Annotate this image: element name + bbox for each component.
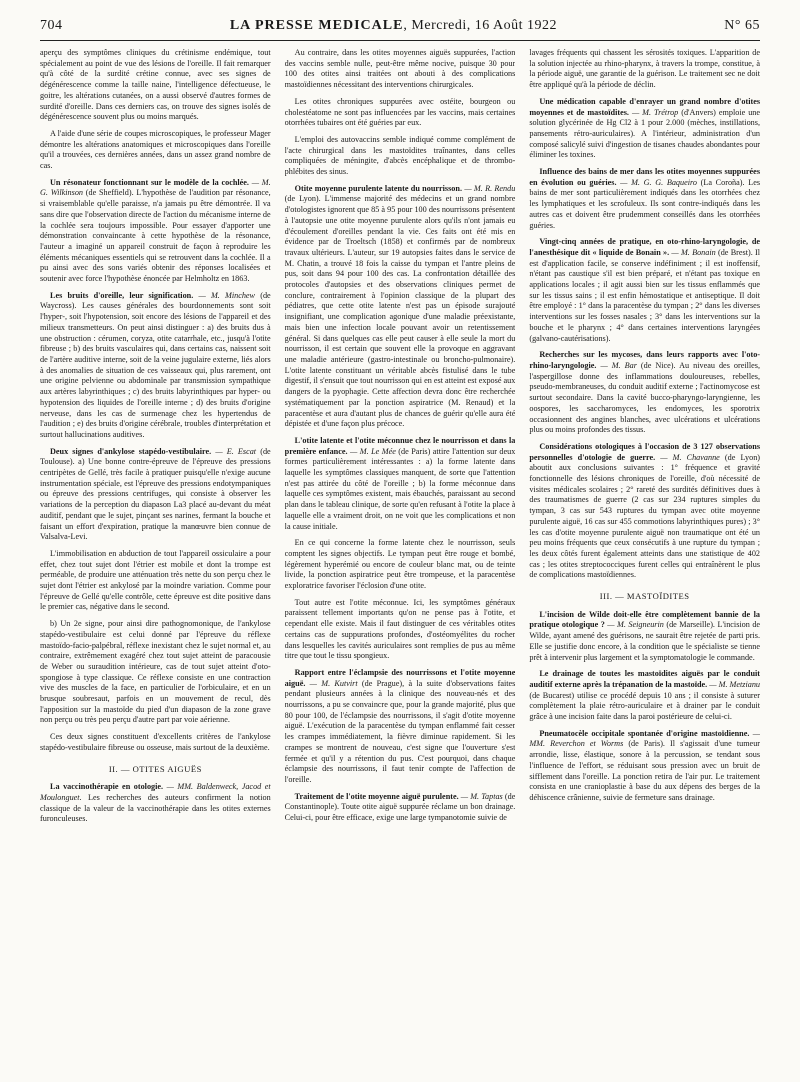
abstract-author: — M. Bar	[600, 360, 637, 370]
abstract-title: Deux signes d'ankylose stapédo-vestibulaire.	[50, 446, 212, 456]
abstract	[40, 291, 271, 441]
abstract-author: — M. Seigneurin	[607, 620, 664, 630]
paragraph: L'emploi des autovaccins semble indiqué comme complément de l'acte chirurgical dans les mastoïdites traînantes, dans celles compliquées de méningite, d'abcès encéphalique et de thrombo-phlébites des sinus.	[284, 134, 516, 177]
paragraph: L'immobilisation en abduction de tout l'appareil ossiculaire a pour effet, chez tout sujet dont l'étrier est mobile et dont la trompe est perméable, de produire une atténuation très nette du son perçu chez le sujet dont l'étrier est ankylosé par la moindre variation. Comme pour l'épreuve de Gellé qu'elle contrôle, cette épreuve est dite positive dans le premier cas, négative dans le second.	[40, 548, 271, 612]
abstract	[529, 729, 760, 804]
abstract-title: Rapport entre l'éclampsie des nourrissons et l'otite moyenne aiguë.	[284, 667, 516, 688]
abstract-body: (d'Anvers) emploie une solution glycérinée de Hg Cl2 à 1 pour 2.000 (mèches, instillations, pansements rétro-auriculaires). A l'intérieur, administration d'un composé salicylé suivi d'ingestion de tisanes chaudes abondantes pour éliminer les toxines.	[529, 107, 761, 160]
abstract-body: (de Prague), à la suite d'observations faites pendant plusieurs années à la clinique des nouveau-nés et des nourrissons, a pu se convaincre que, pour la grande majorité, plus que 80 pour 100, de l'éclampsie des nourrissons, il s'agit d'otite moyenne aiguë. L'exécution de la paracentèse du tympan enflammé fait cesser les crampes immédiatement, la fièvre diminue rapidement. Si les crampes se montrent de nouveau, c'est signe que l'ouverture s'est fermée et qu'il y a rétention du pus. C'est pourquoi, dans chaque éclampsie des nourrissons, il faut tenir compte de l'affection de l'oreille.	[284, 678, 516, 784]
abstract	[285, 436, 516, 532]
abstract-author: — M. G. Wilkinson	[40, 177, 271, 198]
abstract-title: Pneumatocèle occipitale spontanée d'origine mastoïdienne.	[539, 728, 750, 738]
abstract-author: — M. Bonain	[671, 247, 716, 257]
abstract	[285, 792, 516, 824]
abstract-author: — M. Taptas	[460, 791, 503, 801]
paragraph: Les otites chroniques suppurées avec ostéite, bourgeon ou cholestéatome ne sont pas influencées par les vaccins, mais certaines otorrhées tubaires ont été guéries par eux.	[284, 96, 516, 128]
article-columns	[40, 48, 760, 1074]
abstract-body: (de Lyon). L'immense majorité des médecins et un grand nombre d'otologistes ignorent que 85 à 95 pour 100 des nourrissons présentent à l'autopsie une otite moyenne purulente alors qu'ils n'ont jamais eu d'écoulement d'oreilles pendant la vie. Ces faits ont été mis en évidence par de Troeltsch (1858) et confirmés par de nombreux travaux ultérieurs. L'auteur, sur 19 autopsies faites dans le service de M. Chatin, a trouvé 18 fois la caisse du tympan et l'antre pleins de pus, soit dans 94 pour 100 des cas. La confrontation détaillée des protocoles d'autopsies et des observations cliniques permet de conclure, contrairement à l'opinion classique de la plupart des pédiatres, que cette otite latente n'est pas un épisode surajouté insignifiant, une complication agonique d'une maladie préexistante, mais bien une infection locale pouvant avoir un retentissement général. Si dans quelques cas elle peut causer à elle seule la mort du nourrisson, il est certain que souvent elle la provoque en aggravant une maladie antérieure (gastro-intestinale ou broncho-pulmonaire). L'otite latente constituant un véritable abcès fistulisé dans le tube digestif, il s'ensuit que tout nourrisson qui en est atteint est exposé aux dangers de la pyophagie. Cette affection devra donc être recherchée systématiquement par la ponction aspiratrice (M. Renaud) et la paracentèse et aura d'autant plus de chances de guérir qu'elle aura été dépistée et d'une façon plus précoce.	[284, 194, 516, 429]
abstract	[529, 610, 760, 664]
abstract	[40, 782, 271, 825]
journal-name: LA PRESSE MEDICALE	[229, 18, 404, 33]
abstract-title: Otite moyenne purulente latente du nourrisson.	[294, 183, 462, 193]
paragraph: En ce qui concerne la forme latente chez le nourrisson, seuls comptent les signes objectifs. Le tympan peut être rouge et bombé, légèrement hyperémié ou encore de couleur blanc mat, ou de teinte livide, la ponction aspiratrice peut être trompeuse, et la paracentèse exploratrice favoriser l'éclosion d'une otite.	[284, 538, 516, 591]
paragraph: lavages fréquents qui chassent les sérosités toxiques. L'apparition de la solution injectée au rhino-pharynx, à travers la trompe, constitue, à la période aiguë, une garantie de la guérison. Le traitement sec ne doit être appliqué qu'à la période de déclin.	[529, 48, 761, 90]
abstract-title: Le drainage de toutes les mastoïdites aiguës par le conduit auditif externe après la trépanation de la mastoïde.	[529, 669, 761, 689]
abstract	[40, 447, 271, 543]
abstract-body: (de Brest). Il est d'application facile, se conserve indéfiniment ; il est inoffensif, n'étant pas caustique s'il est bien préparé, et n'étant pas toxique en applications locales ; il agit aussi bien sur les tissus enflammés que sur les tissus sains ; il est enfin hémostatique et antiseptique. Il doit être employé : 1° dans la paracentèse du tympan ; 2° dans les diverses interventions sur les fosses nasales ; 3° dans les interventions sur la bouche et le pharynx ; 4° dans certaines interventions laryngées (galvano-cautérisations).	[529, 247, 761, 343]
page-header	[40, 14, 760, 38]
section-heading: III. — MASTOÏDITES	[599, 591, 690, 602]
abstract-body: (de Paris). Il s'agissait d'une tumeur arrondie, lisse, élastique, sonore à la percussion, se tendant sous l'influence de l'effort, se réduisant sous pression avec un bruit de sifflement dans l'oreille. La ponction retira de l'air pur. Le traitement consista en une cranioplastie à base du aux dépens des berges de la déhiscence crânienne, suivie de fermeture sans drainage.	[529, 739, 761, 802]
abstract-author: — M. Metzianu	[709, 679, 761, 689]
abstract-title: L'otite latente et l'otite méconnue chez le nourrisson et dans la première enfance.	[284, 435, 516, 456]
section-heading: II. — OTITES AIGUËS	[108, 763, 202, 774]
abstract	[529, 167, 760, 231]
abstract-body: (La Coroña). Les bains de mer sont particulièrement indiqués dans les otorrhées chez les lymphatiques et les scrofuleux. Ils sont contre-indiqués dans les autres cas et doivent être prudemment conseillés dans les otorrhées guéries.	[529, 177, 761, 230]
abstract	[285, 184, 516, 430]
abstract	[40, 178, 271, 285]
abstract-title: Influence des bains de mer dans les otites moyennes suppurées en évolution ou guéries.	[529, 167, 761, 187]
abstract-body: (de Nice). Au niveau des oreilles, l'aspergillose donne des inflammations douloureuses, rebelles, pseudo-membraneuses, du conduit auditif externe ; l'actinomycose est surtout secondaire. Dans la cavité bucco-pharyngo-laryngienne, les oospores, les saccharomyces, les endomyces, les sporotrix occasionnent des angines blanches, avec ulcérations et ulcérations plus ou moins profondes des tissus.	[529, 360, 761, 435]
abstract-author: — M. Kutvirt	[309, 678, 358, 688]
abstract-author: — M. G. G. Baqueiro	[620, 177, 697, 187]
paragraph: Ces deux signes constituent d'excellents critères de l'ankylose stapédo-vestibulaire fibreuse ou osseuse, mais surtout de la deuxième.	[40, 732, 271, 752]
abstract-title: Un résonateur fonctionnant sur le modèle de la cochlée.	[50, 177, 249, 187]
abstract-author: — MM. Reverchon et Worms	[529, 728, 761, 749]
abstract-body: (de Bucarest) utilise ce procédé depuis 10 ans ; il consiste à suturer complètement la plaie rétro-auriculaire et à drainer par le conduit grâce à une incision faite dans la paroi postérieure de celui-ci.	[529, 690, 761, 722]
column-2	[285, 48, 516, 1074]
abstract-title: Considérations otologiques à l'occasion de 3 127 observations personnelles d'otologie de guerre.	[529, 441, 761, 462]
header-rule	[40, 40, 760, 41]
column-3	[529, 48, 760, 1074]
abstract	[285, 668, 516, 786]
abstract-author: — E. Escat	[215, 446, 257, 456]
abstract-title: Vingt-cinq années de pratique, en oto-rhino-laryngologie, de l'anesthésique dit « liquide de Bonain ».	[529, 237, 761, 257]
abstract-author: — M. Chavanne	[660, 452, 720, 462]
abstract-body: Les recherches des auteurs confirment la notion classique de la valeur de la vaccinothérapie dans les otites externes furonculeuses.	[40, 793, 271, 824]
paragraph: b) Un 2e signe, pour ainsi dire pathognomonique, de l'ankylose stapédo-vestibulaire est celui donné par l'épreuve du réflexe mastoïdo-facio-palpébral, réflexe inexistant chez le sujet normal et, au contraire, extrêmement exagéré chez tout sujet atteint de paracousie de Weber ou suraudition intérieure, cas de tout sujet atteint d'oto-spongiose à type classique. Ce réflexe consiste en une contraction vive des muscles de la face, en particulier de l'orbiculaire, et en un brusque soubresaut, parfois en un mouvement de recul, dès l'apposition sur la mastoïde du pied d'un diapason de la zone grave non perçu ou très peu perçu d'autre part par voie aérienne.	[40, 619, 271, 725]
paragraph: aperçu des symptômes cliniques du crétinisme endémique, tout spécialement au point de vue des lésions de l'oreille. Il fait remarquer qu'à côté de la surdité crétine connue, avec ses signes de dégénérescence comme la taille naine, l'intelligence défectueuse, le goitre, les altérations cutanées, on a aussi observé d'autres formes de surdité d'oreille. Dans ces derniers cas, on trouve des signes isolés de dégénérescence souvent plus ou moins marqués.	[40, 48, 271, 122]
abstract-body: (de Constantinople). Toute otite aiguë suppurée réclame un bon drainage. Celui-ci, pour être efficace, exige une large tympanotomie suivie de	[284, 791, 516, 823]
abstract-title: La vaccinothérapie en otologie.	[50, 782, 164, 792]
abstract-body: (de Sheffield). L'hypothèse de l'audition par résonance, si vraisemblable qu'elle paraisse, n'a jamais pu être démontrée. Il va sans dire que l'observation directe de l'action du mécanisme interne de la cochlée sera toujours impossible. Pour essayer d'apporter une démonstration convaincante à cette hypothèse de la résonance, l'auteur a imaginé un appareil construit de façon à reproduire les éléments mécaniques essentiels qui se retrouvent dans la cochlée. Il a pu ainsi avec des sons variés obtenir des réponses localisées et soutenir avec force l'hypothèse énoncée par Helmholtz en 1863.	[40, 188, 271, 284]
column-1	[40, 48, 271, 1074]
abstract	[529, 97, 760, 161]
abstract-author: — M. Le Mée	[350, 446, 396, 456]
abstract-body: (de Paris) attire l'attention sur deux formes particulièrement intéressantes : a) la forme latente dans laquelle les symptômes classiques manquent, de sorte que l'attention n'est pas attirée du côté de l'oreille ; b) la forme méconnue dans laquelle ces symptômes existent, mais ébauchés, paraissant au second plan dans le tableau clinique, de sorte qu'en refusant à l'otite la place à laquelle elle a vraiment droit, on ne voit que les complications et non la cause initiale.	[284, 446, 516, 531]
paragraph: Tout autre est l'otite méconnue. Ici, les symptômes généraux paraissent tellement importants qu'on ne pense pas à l'otite, et cependant elle existe. Mais il faut distinguer de ces véritables otites certains cas de suppurations profondes, d'ostéomyélites du rocher dans lesquelles les cavités auriculaires sont remplies de pus au même titre que tout le tissu spongieux.	[284, 597, 516, 661]
abstract-title: Recherches sur les mycoses, dans leurs rapports avec l'oto-rhino-laryngologie.	[529, 350, 761, 370]
abstract-author: — M. Minchew	[198, 290, 256, 300]
abstract-body: (de Toulouse). a) Une bonne contre-épreuve de l'épreuve des pressions centripètes de Gellé, très facile à pratiquer puisqu'elle n'exige aucune instrumentation spéciale, est l'épreuve des pressions endotympaniques ou épreuve des pressions centrifuges, qui consiste à observer les variations de la perception du diapason La3 placé au-devant du méat auditif, pendant que le sujet, pinçant ses narines, fermant la bouche et faisant un effort d'expiration, pratique la manœuvre bien connue de Valsalva-Levi.	[40, 446, 271, 542]
abstract-author: — MM. Baldenweck, Jacod et Moulonguet.	[40, 782, 271, 802]
abstract	[529, 669, 760, 723]
abstract-author: — M. R. Rendu	[464, 183, 516, 193]
abstract	[529, 350, 760, 436]
issue-date: , Mercredi, 16 Août 1922	[403, 18, 557, 33]
paragraph: Au contraire, dans les otites moyennes aiguës suppurées, l'action des vaccins semble nulle, peut-être même nocive, puisque 30 pour 100 des otites ainsi traitées ont abouti à des complications mastoïdiennes nécessitant des interventions chirurgicales.	[284, 48, 516, 90]
abstract-title: Une médication capable d'enrayer un grand nombre d'otites moyennes et de mastoïdites.	[529, 96, 761, 117]
abstract-author: — M. Trétrop	[631, 107, 679, 117]
abstract-title: L'incision de Wilde doit-elle être complètement bannie de la pratique otologique ?	[529, 609, 761, 630]
abstract-title: Traitement de l'otite moyenne aiguë purulente.	[294, 791, 459, 801]
abstract	[529, 442, 760, 581]
abstract	[529, 237, 760, 344]
paragraph: A l'aide d'une série de coupes microscopiques, le professeur Mager démontre les altérations anatomiques et microscopiques dans l'oreille qu'il a trouvées, ces dernières années, dans un assez grand nombre de cas.	[40, 128, 271, 171]
issue-number: N° 65	[724, 18, 760, 33]
page-number: 704	[40, 18, 63, 33]
abstract-body: (de Marseille). L'incision de Wilde, ayant amené des guérisons, ne saurait être rejetée de parti pris. Elle se justifie donc encore, à la condition que le spécialiste se tienne prêt à intervenir plus largement et la symptomatologie le commande.	[529, 620, 761, 662]
abstract-body: (de Lyon) aboutit aux conclusions suivantes : 1° fréquence et gravité fonctionnelle des lésions chroniques de l'oreille, d'où nécessité de visites médicales scolaires ; 2° rareté des surdités définitives dues à des traumatismes de guerre (2 cas sur 234 ruptures simples du tympan, 3 cas sur 543 ruptures du tympan avec otite moyenne purulente aiguë, 16 cas sur 455 commotions labyrinthiques pures) ; 3° les cas d'otite moyenne purulente aiguë non traumatique ont été un peu moins fréquents que ceux consécutifs à une rupture du tympan ; les deux côtés furent également atteints dans une statistique de 402 cas ; les otites streptococciques furent celles qui entraînèrent le plus de complications mastoïdiennes.	[529, 452, 761, 580]
abstract-body: (de Waycross). Les causes générales des bourdonnements sont soit l'hyper-, soit l'hypotension, soit encore des lésions de l'appareil et des milieux transmetteurs. On peut ainsi distinguer : a) des bruits dus à une obstruction : cérumen, coryza, otite catarrhale, etc., jusqu'à l'otite fibreuse ; b) des bruits vasculaires qui, dans certains cas, naissent soit de l'artère auditive interne, soit de la veine jugulaire externe, liés alors à des anomalies de situation de ces vaisseaux qui, plus rarement, ont une origine pelvienne ou abdominale par transmission sympathique aux artères labyrinthiques ; c) des bruits labyrinthiques par hyper- ou hypotension des liquides de l'oreille interne ; d) des bruits d'origine nerveuse, dans les cas de surmenage chez les hypertendus de l'audition ; e) des bruits d'origine cérébrale, troubles d'interprétation et surtout hallucinations auditives.	[40, 290, 271, 439]
journal-title	[230, 18, 557, 34]
abstract-title: Les bruits d'oreille, leur signification.	[50, 290, 194, 300]
